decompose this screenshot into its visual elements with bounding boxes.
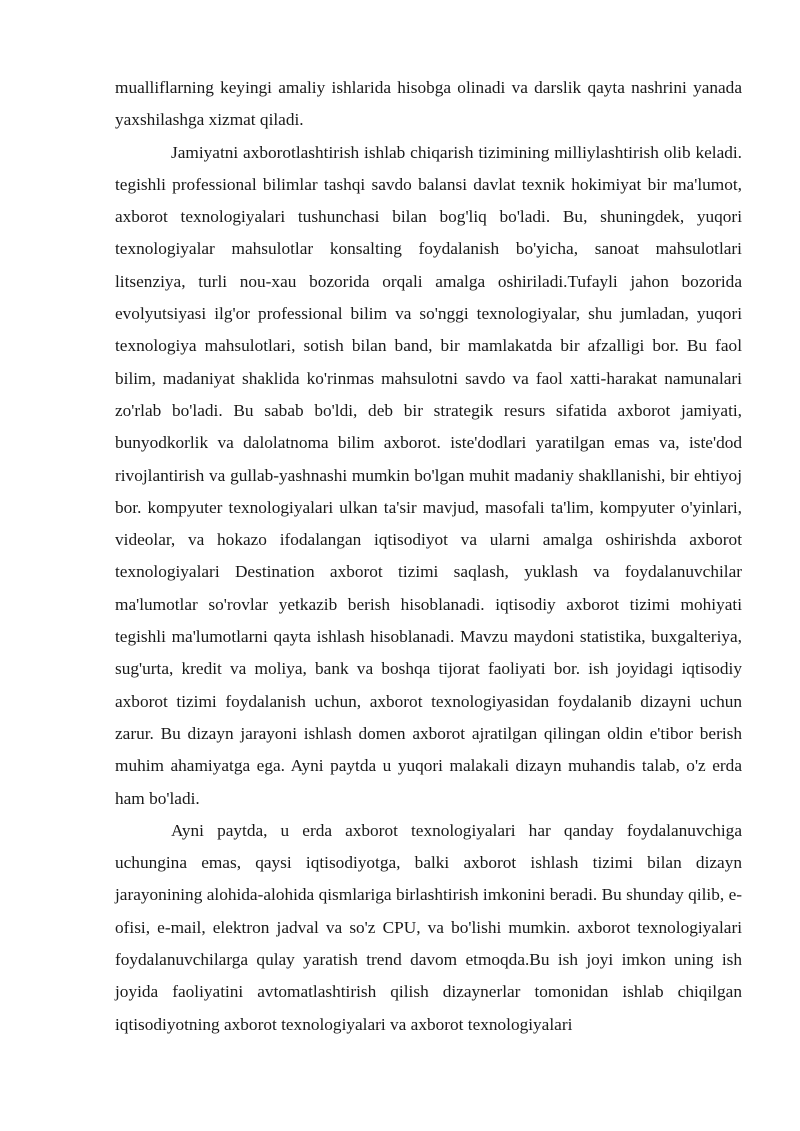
paragraph-information-technologies: Ayni paytda, u erda axborot texnologiyalari har qanday foydalanuvchiga uchungina emas, qaysi iqtisodiyotga, balki axborot ishlash tizimi bilan dizayn jarayonining alohida-alohida qismlariga birlashtirish imkonini beradi. Bu shunday qilib, e-ofisi, e-mail, elektron jadval va so'z CPU, va bo'lishi mumkin. axborot texnologiyalari foydalanuvchilarga qulay yaratish trend davom etmoqda.Bu ish joyi imkon uning ish joyida faoliyatini avtomatlashtirish qilish dizaynerlar tomonidan ishlab chiqilgan iqtisodiyotning axborot texnologiyalari va axborot texnologiyalari [115, 820, 742, 1034]
document-page [115, 72, 742, 1041]
paragraph-information-society: Jamiyatni axborotlashtirish ishlab chiqarish tizimining milliylashtirish olib keladi. tegishli professional bilimlar tashqi savdo balansi davlat texnik hokimiyat bir ma'lumot, axborot texnologiyalari tushunchasi bilan bog'liq bo'ladi. Bu, shuningdek, yuqori texnologiyalar mahsulotlar konsalting foydalanish bo'yicha, sanoat mahsulotlari litsenziya, turli nou-xau bozorida orqali amalga oshiriladi.Tufayli jahon bozorida evolyutsiyasi ilg'or professional bilim va so'nggi texnologiyalar, shu jumladan, yuqori texnologiya mahsulotlari, sotish bilan band, bir mamlakatda bir afzalligi bor. Bu faol bilim, madaniyat shaklida ko'rinmas mahsulotni savdo va faol xatti-harakat namunalari zo'rlab bo'ladi. Bu sabab bo'ldi, deb bir strategik resurs sifatida axborot jamiyati, bunyodkorlik va dalolatnoma bilim axborot. iste'dodlari yaratilgan emas va, iste'dod rivojlantirish va gullab-yashnashi mumkin bo'lgan muhit madaniy shakllanishi, bir ehtiyoj bor. kompyuter texnologiyalari ulkan ta'sir mavjud, masofali ta'lim, kompyuter o'yinlari, videolar, va hokazo ifodalangan iqtisodiyot va ularni amalga oshirishda axborot texnologiyalari Destination axborot tizimi saqlash, yuklash va foydalanuvchilar ma'lumotlar so'rovlar yetkazib berish hisoblanadi. iqtisodiy axborot tizimi mohiyati tegishli ma'lumotlarni qayta ishlash hisoblanadi. Mavzu maydoni statistika, buxgalteriya, sug'urta, kredit va moliya, bank va boshqa tijorat faoliyati bor. ish joyidagi iqtisodiy axborot tizimi foydalanish uchun, axborot texnologiyasidan foydalanib dizayni uchun zarur. Bu dizayn jarayoni ishlash domen axborot ajratilgan qilingan oldin e'tibor berish muhim ahamiyatga ega. Ayni paytda u yuqori malakali dizayn muhandis talab, o'z erda ham bo'ladi. [115, 142, 742, 808]
paragraph-continuation: mualliflarning keyingi amaliy ishlarida hisobga olinadi va darslik qayta nashrini yanada yaxshilashga xizmat qiladi. [115, 78, 742, 130]
